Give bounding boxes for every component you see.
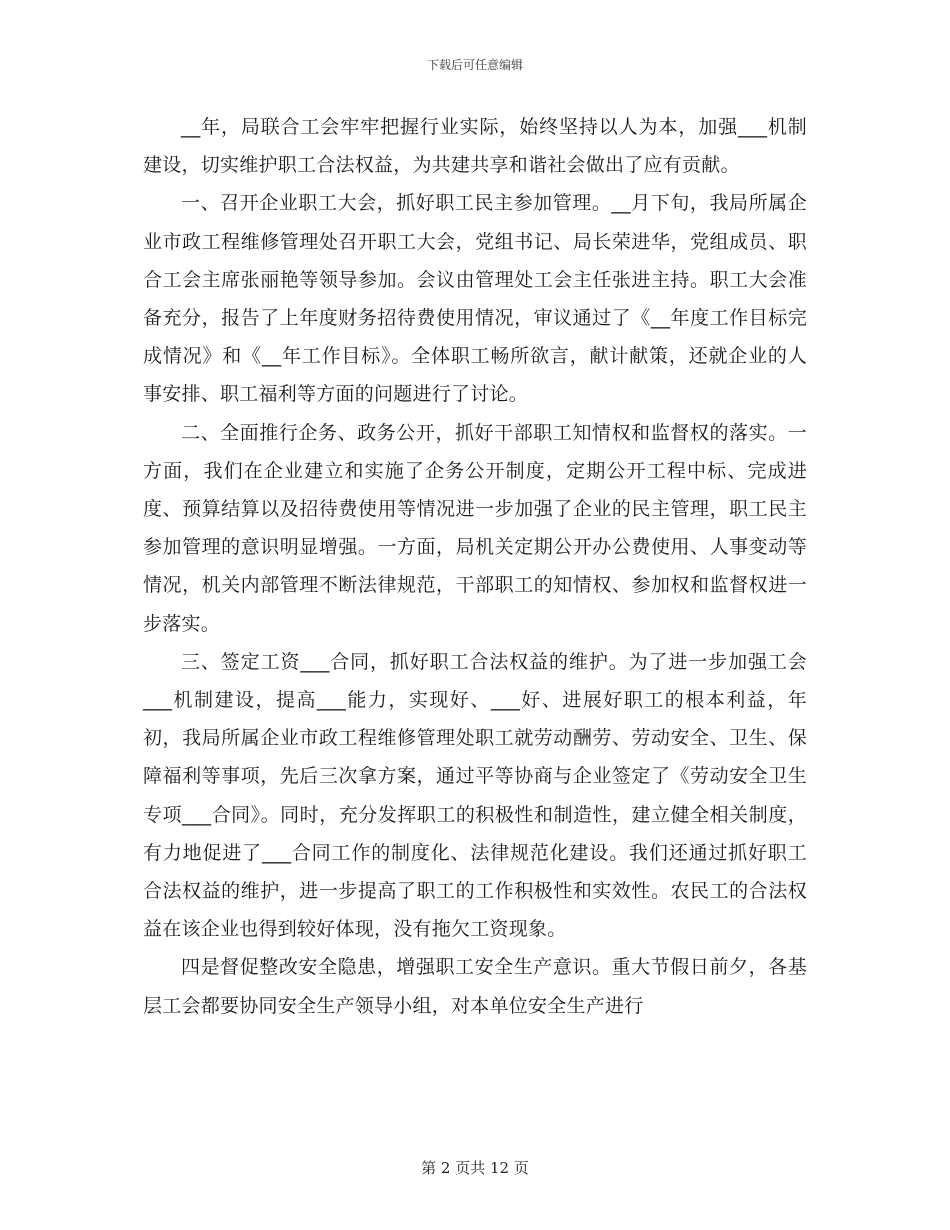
paragraph-section-3: 三、签定工资___合同，抓好职工合法权益的维护。为了进一步加强工会___机制建设，提高___能力，实现好、___好、进展好职工的根本利益，年初，我局所属企业市政工程维修管理处职工就劳动酬劳、劳动安全、卫生、保障福利等事项，先后三次拿方案，通过平等协商与企业签定了《劳动安全卫生专项___合同》。同时，充分发挥职工的积极性和制造性，建立健全相关制度，有力地促进了___合同工作的制度化、法律规范化建设。我们还通过抓好职工合法权益的维护，进一步提高了职工的工作积极性和实效性。农民工的合法权益在该企业也得到较好体现，没有拖欠工资现象。: [143, 650, 807, 941]
page-number: 第 2 页共 12 页: [421, 1159, 529, 1177]
page-header-note: 下载后可任意编辑: [426, 58, 523, 72]
paragraph-section-1: 一、召开企业职工大会，抓好职工民主参加管理。__月下旬，我局所属企业市政工程维修管理处召开职工大会，党组书记、局长荣进华，党组成员、职合工会主席张丽艳等领导参加。会议由管理处工会主任张进主持。职工大会准备充分，报告了上年度财务招待费使用情况，审议通过了《__年度工作目标完成情况》和《__年工作目标》。全体职工畅所欲言，献计献策，还就企业的人事安排、职工福利等方面的问题进行了讨论。: [143, 192, 807, 406]
paragraph-intro: __年，局联合工会牢牢把握行业实际，始终坚持以人为本，加强___机制建设，切实维护职工合法权益，为共建共享和谐社会做出了应有贡献。: [143, 116, 807, 177]
paragraph-section-2: 二、全面推行企务、政务公开，抓好干部职工知情权和监督权的落实。一方面，我们在企业建立和实施了企务公开制度，定期公开工程中标、完成进度、预算结算以及招待费使用等情况进一步加强了企业的民主管理，职工民主参加管理的意识明显增强。一方面，局机关定期公开办公费使用、人事变动等情况，机关内部管理不断法律规范，干部职工的知情权、参加权和监督权进一步落实。: [143, 421, 807, 635]
document-body: [143, 108, 807, 1025]
paragraph-section-4: 四是督促整改安全隐患，增强职工安全生产意识。重大节假日前夕，各基层工会都要协同安全生产领导小组，对本单位安全生产进行: [143, 956, 807, 1017]
